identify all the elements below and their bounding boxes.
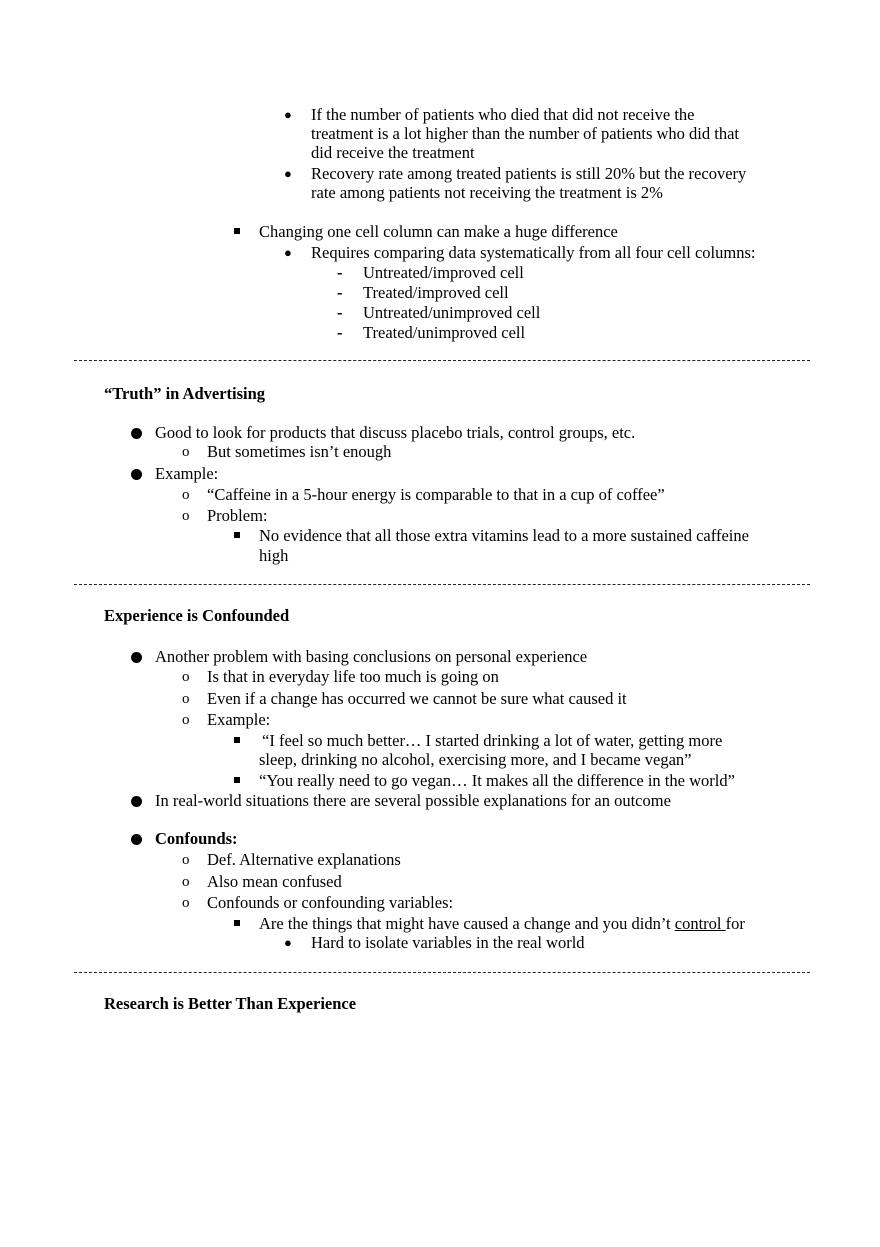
square-bullet [234, 532, 240, 538]
list-item: Treated/unimproved cell [363, 323, 526, 342]
bullet-dot: ● [284, 107, 292, 122]
section-heading: Research is Better Than Experience [104, 994, 357, 1013]
circle-bullet: o [182, 669, 190, 685]
bullet-dot [131, 469, 142, 480]
section-heading: “Truth” in Advertising [104, 384, 266, 403]
text-line: did receive the treatment [311, 143, 475, 162]
text-line: Recovery rate among treated patients is still 20% but the recovery [311, 164, 747, 183]
confounds-label: Confounds: [155, 829, 238, 848]
circle-bullet: o [182, 487, 190, 503]
bullet-dot [131, 428, 142, 439]
underlined-word: control [674, 914, 726, 933]
bullet-dot [131, 652, 142, 663]
text-line: But sometimes isn’t enough [207, 442, 392, 461]
section-divider [74, 360, 810, 361]
text-line: Problem: [207, 506, 268, 525]
text-line: “Caffeine in a 5-hour energy is comparable to that in a cup of coffee” [207, 485, 665, 504]
list-item: Treated/improved cell [363, 283, 509, 302]
square-bullet [234, 228, 240, 234]
circle-bullet: o [182, 852, 190, 868]
list-item: Untreated/improved cell [363, 263, 524, 282]
text-line: Requires comparing data systematically from all four cell columns: [311, 243, 756, 262]
circle-bullet: o [182, 895, 190, 911]
text-line: Another problem with basing conclusions on personal experience [155, 647, 588, 666]
square-bullet [234, 737, 240, 743]
text-line: If the number of patients who died that did not receive the [311, 105, 695, 124]
text-line: Also mean confused [207, 872, 342, 891]
text-line: high [259, 546, 289, 565]
text-line: Is that in everyday life too much is going on [207, 667, 499, 686]
square-bullet [234, 920, 240, 926]
circle-bullet: o [182, 508, 190, 524]
circle-bullet: o [182, 444, 190, 460]
bullet-dot [131, 834, 142, 845]
section-divider [74, 584, 810, 585]
text-line: Good to look for products that discuss placebo trials, control groups, etc. [155, 423, 636, 442]
bullet-dot: ● [284, 935, 292, 950]
text-line: No evidence that all those extra vitamins lead to a more sustained caffeine [259, 526, 749, 545]
text-line: rate among patients not receiving the treatment is 2% [311, 183, 663, 202]
text-line: treatment is a lot higher than the number of patients who did that [311, 124, 739, 143]
square-bullet [234, 777, 240, 783]
dash-bullet: - [337, 263, 343, 282]
circle-bullet: o [182, 712, 190, 728]
text-fragment: for [725, 914, 745, 933]
bullet-dot: ● [284, 245, 292, 260]
text-line: “I feel so much better… I started drinking a lot of water, getting more [262, 731, 723, 750]
text-line [259, 914, 745, 934]
text-fragment: Are the things that might have caused a change and you didn’t [259, 914, 675, 933]
text-line: Confounds or confounding variables: [207, 893, 454, 912]
text-line: Def. Alternative explanations [207, 850, 401, 869]
text-line: “You really need to go vegan… It makes all the difference in the world” [259, 771, 735, 790]
circle-bullet: o [182, 874, 190, 890]
section-heading: Experience is Confounded [104, 606, 290, 625]
dash-bullet: - [337, 283, 343, 302]
text-line: Hard to isolate variables in the real world [311, 933, 585, 952]
text-line: Even if a change has occurred we cannot be sure what caused it [207, 689, 627, 708]
bullet-dot: ● [284, 166, 292, 181]
list-item: Untreated/unimproved cell [363, 303, 541, 322]
dash-bullet: - [337, 323, 343, 342]
circle-bullet: o [182, 691, 190, 707]
text-line: Changing one cell column can make a huge difference [259, 222, 618, 241]
text-line: Example: [207, 710, 271, 729]
text-line: sleep, drinking no alcohol, exercising more, and I became vegan” [259, 750, 692, 769]
dash-bullet: - [337, 303, 343, 322]
section-divider [74, 972, 810, 973]
text-line: In real-world situations there are several possible explanations for an outcome [155, 791, 671, 810]
text-line: Example: [155, 464, 219, 483]
bullet-dot [131, 796, 142, 807]
